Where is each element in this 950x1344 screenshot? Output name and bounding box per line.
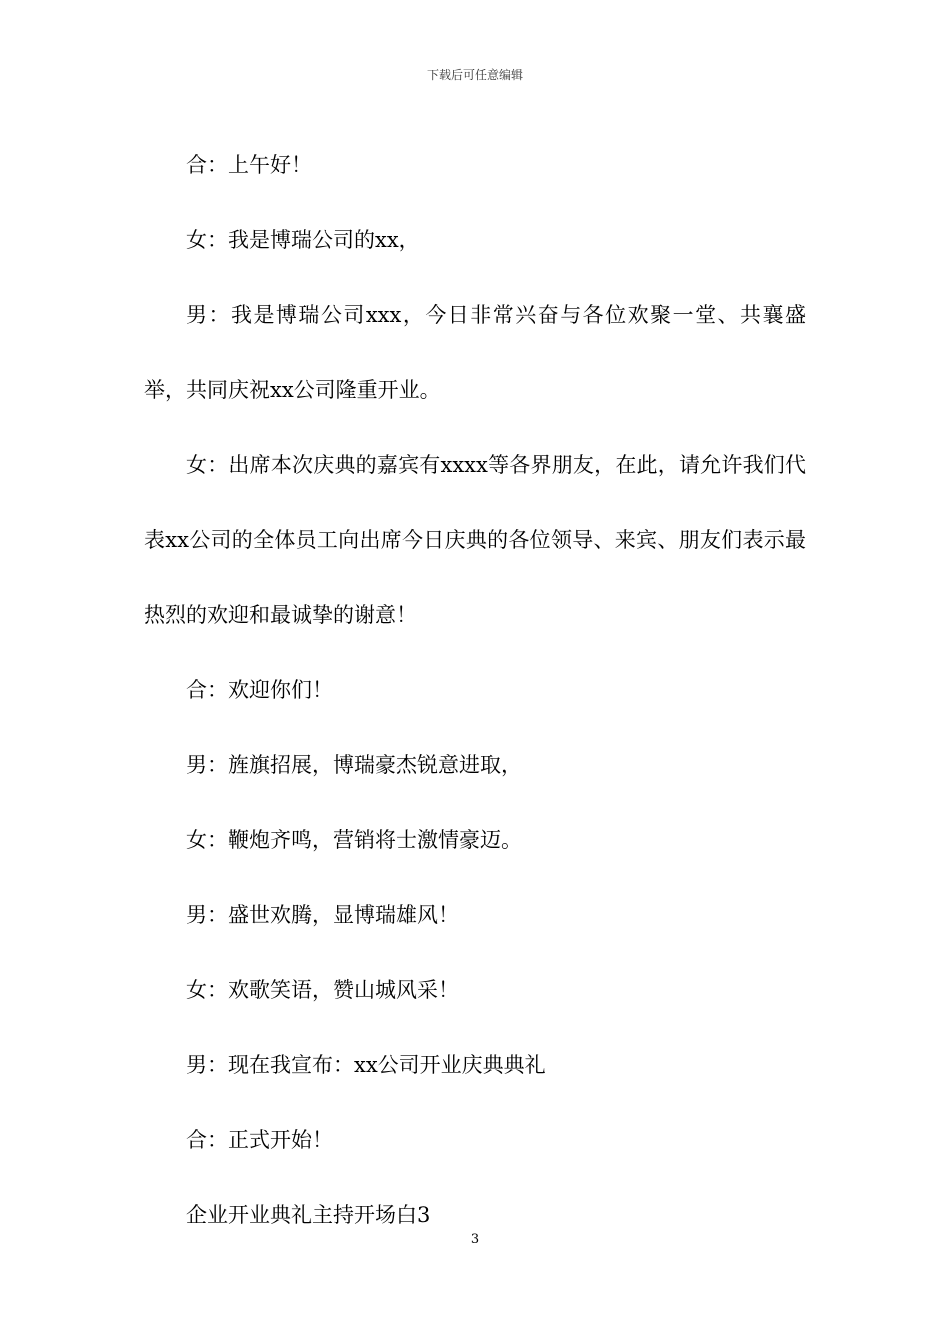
paragraph-female-firecrackers: 女：鞭炮齐鸣，营销将士激情豪迈。 (186, 828, 522, 852)
paragraph-he-start: 合：正式开始！ (186, 1128, 333, 1152)
paragraph-female-guests: 女：出席本次庆典的嘉宾有xxxx等各界朋友，在此，请允许我们代表xx公司的全体员工向出席今日庆典的各位领导、来宾、朋友们表示最热烈的欢迎和最诚挚的谢意！ (144, 453, 806, 627)
paragraph-male-intro: 男：我是博瑞公司xxx，今日非常兴奋与各位欢聚一堂、共襄盛举，共同庆祝xx公司隆重开业。 (144, 303, 806, 402)
document-body (144, 128, 806, 1253)
paragraph-female-intro: 女：我是博瑞公司的xx， (186, 228, 420, 252)
page-header-note: 下载后可任意编辑 (426, 68, 523, 82)
paragraph-he-greeting: 合：上午好！ (186, 153, 312, 177)
paragraph-female-songs: 女：欢歌笑语，赞山城风采！ (186, 978, 459, 1002)
paragraph-male-banners: 男：旌旗招展，博瑞豪杰锐意进取， (186, 753, 522, 777)
paragraph-he-welcome: 合：欢迎你们！ (186, 678, 333, 702)
page-number: 3 (470, 1232, 480, 1247)
paragraph-male-celebration: 男：盛世欢腾，显博瑞雄风！ (186, 903, 459, 927)
section-heading: 企业开业典礼主持开场白3 (186, 1203, 431, 1227)
paragraph-male-announce: 男：现在我宣布：xx公司开业庆典典礼 (186, 1053, 546, 1077)
